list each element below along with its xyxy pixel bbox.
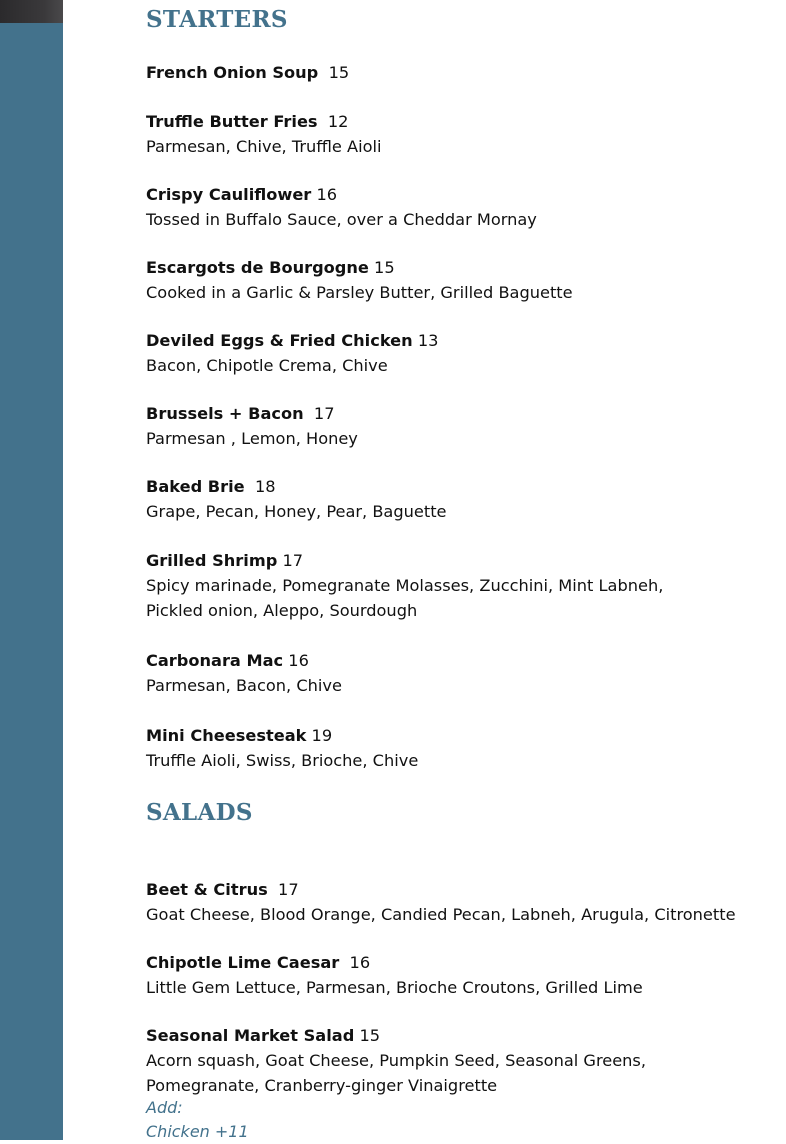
menu-item-heading bbox=[146, 1023, 782, 1048]
menu-item-description: Grape, Pecan, Honey, Pear, Baguette bbox=[146, 502, 447, 521]
menu-item-name: Escargots de Bourgogne bbox=[146, 258, 369, 277]
menu-item-heading bbox=[146, 474, 782, 499]
menu-item-name: French Onion Soup bbox=[146, 63, 319, 82]
menu-item-heading bbox=[146, 109, 782, 134]
menu-item-price: 15 bbox=[359, 1026, 381, 1045]
menu-item-name: Carbonara Mac bbox=[146, 651, 284, 670]
menu-item bbox=[146, 723, 782, 773]
menu-item-spacer bbox=[304, 404, 314, 423]
menu-item-price: 17 bbox=[282, 551, 304, 570]
menu-item-heading bbox=[146, 950, 782, 975]
menu-item bbox=[146, 328, 782, 378]
menu-item-price: 19 bbox=[311, 726, 333, 745]
menu-item-spacer bbox=[318, 63, 328, 82]
menu-item bbox=[146, 401, 782, 451]
menu-item-price: 16 bbox=[316, 185, 338, 204]
menu-item-price: 13 bbox=[417, 331, 439, 350]
menu-item bbox=[146, 877, 782, 927]
menu-item-heading bbox=[146, 648, 782, 673]
menu-item bbox=[146, 648, 782, 698]
menu-item-description: Cooked in a Garlic & Parsley Butter, Grilled Baguette bbox=[146, 283, 573, 302]
menu-item-heading bbox=[146, 877, 782, 902]
menu-item-heading bbox=[146, 401, 782, 426]
menu-item-price: 15 bbox=[328, 63, 350, 82]
menu-item-name: Beet & Citrus bbox=[146, 880, 268, 899]
menu-item bbox=[146, 109, 782, 159]
menu-item-name: Truffle Butter Fries bbox=[146, 112, 318, 131]
left-sidebar-band bbox=[0, 0, 63, 1140]
menu-item-name: Seasonal Market Salad bbox=[146, 1026, 355, 1045]
menu-item-heading bbox=[146, 182, 782, 207]
addons-label: Add: bbox=[146, 1098, 183, 1117]
menu-item-price: 15 bbox=[374, 258, 395, 277]
menu-item-price: 17 bbox=[278, 880, 299, 899]
menu-item-description: Bacon, Chipotle Crema, Chive bbox=[146, 356, 388, 375]
menu-item-price: 16 bbox=[288, 651, 309, 670]
salad-addons bbox=[146, 1096, 249, 1144]
menu-item-price: 18 bbox=[254, 477, 276, 496]
menu-item-name: Deviled Eggs & Fried Chicken bbox=[146, 331, 413, 350]
menu-item-heading bbox=[146, 548, 782, 573]
menu-item-name: Mini Cheesesteak bbox=[146, 726, 307, 745]
menu-item-name: Grilled Shrimp bbox=[146, 551, 278, 570]
menu-item bbox=[146, 548, 782, 623]
menu-item bbox=[146, 950, 782, 1000]
menu-item-spacer bbox=[245, 477, 255, 496]
menu-item-heading bbox=[146, 328, 782, 353]
menu-item bbox=[146, 474, 782, 524]
menu-item-heading bbox=[146, 723, 782, 748]
menu-item-heading bbox=[146, 255, 782, 280]
menu-item-name: Brussels + Bacon bbox=[146, 404, 304, 423]
menu-item-description: Parmesan , Lemon, Honey bbox=[146, 429, 358, 448]
menu-item-description: Parmesan, Bacon, Chive bbox=[146, 676, 342, 695]
menu-item bbox=[146, 182, 782, 232]
menu-item-description: Parmesan, Chive, Truffle Aioli bbox=[146, 137, 382, 156]
starters-heading: STARTERS bbox=[146, 6, 288, 33]
menu-item-heading bbox=[146, 60, 782, 85]
menu-item-description: Goat Cheese, Blood Orange, Candied Pecan, Labneh, Arugula, Citronette bbox=[146, 905, 736, 924]
menu-item-description: Acorn squash, Goat Cheese, Pumpkin Seed, Seasonal Greens, Pomegranate, Cranberry-ginger Vinaigrette bbox=[146, 1051, 646, 1095]
menu-item-name: Chipotle Lime Caesar bbox=[146, 953, 340, 972]
menu-item-name: Baked Brie bbox=[146, 477, 245, 496]
menu-item-description: Truffle Aioli, Swiss, Brioche, Chive bbox=[146, 751, 419, 770]
menu-item-description: Spicy marinade, Pomegranate Molasses, Zucchini, Mint Labneh, Pickled onion, Aleppo, Sourdough bbox=[146, 576, 664, 620]
sidebar-header-image bbox=[0, 0, 63, 23]
menu-item-name: Crispy Cauliflower bbox=[146, 185, 312, 204]
menu-item-spacer bbox=[318, 112, 328, 131]
addon-item: Chicken +11 bbox=[146, 1122, 249, 1141]
menu-item bbox=[146, 60, 782, 85]
menu-item-price: 17 bbox=[313, 404, 335, 423]
salads-heading: SALADS bbox=[146, 799, 253, 826]
menu-item-price: 12 bbox=[327, 112, 349, 131]
menu-item bbox=[146, 1023, 782, 1098]
menu-item-description: Tossed in Buffalo Sauce, over a Cheddar Mornay bbox=[146, 210, 537, 229]
menu-item bbox=[146, 255, 782, 305]
menu-item-description: Little Gem Lettuce, Parmesan, Brioche Croutons, Grilled Lime bbox=[146, 978, 643, 997]
menu-item-spacer bbox=[339, 953, 349, 972]
menu-item-spacer bbox=[268, 880, 278, 899]
menu-item-price: 16 bbox=[349, 953, 371, 972]
